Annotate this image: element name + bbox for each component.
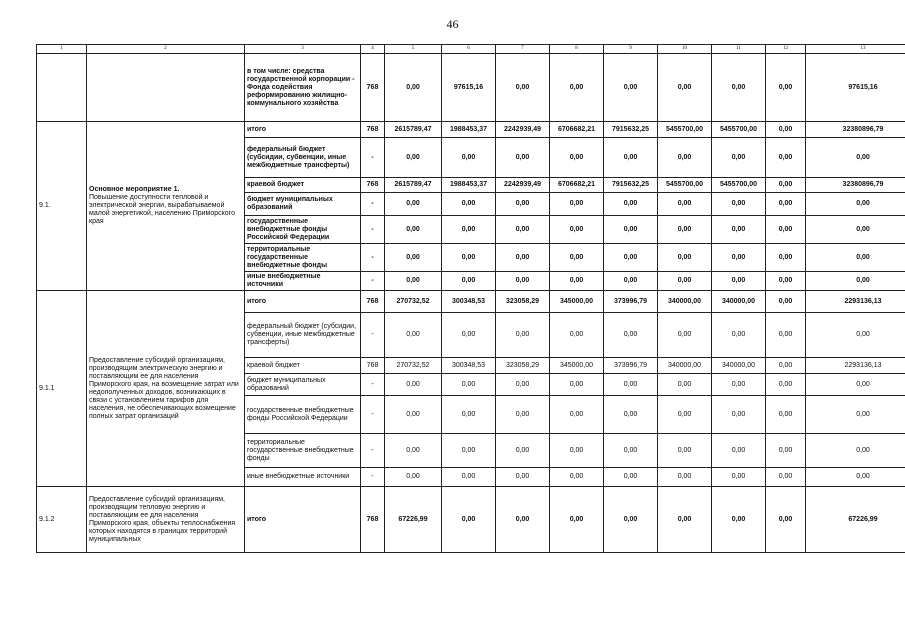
column-number-cell: 1	[37, 45, 87, 54]
column-number-cell: 11	[712, 45, 766, 54]
value-cell: 5455700,00	[658, 122, 712, 138]
value-cell: 0,00	[604, 138, 658, 178]
code-cell: -	[361, 216, 385, 244]
source-cell: территориальные государственные внебюджетные фонды	[245, 244, 361, 272]
code-cell: -	[361, 244, 385, 272]
code-cell: 768	[361, 178, 385, 193]
value-cell: 0,00	[604, 193, 658, 216]
value-cell: 0,00	[658, 374, 712, 396]
value-cell: 0,00	[604, 272, 658, 291]
value-cell: 0,00	[385, 193, 442, 216]
column-number-cell: 13	[806, 45, 905, 54]
code-cell: -	[361, 313, 385, 358]
value-cell: 0,00	[806, 468, 905, 487]
value-cell: 345000,00	[550, 291, 604, 313]
value-cell: 0,00	[766, 193, 806, 216]
value-cell: 97615,16	[806, 54, 905, 122]
value-cell: 0,00	[442, 468, 496, 487]
value-cell: 0,00	[766, 396, 806, 434]
value-cell: 0,00	[766, 313, 806, 358]
value-cell: 0,00	[385, 313, 442, 358]
column-number-cell: 9	[604, 45, 658, 54]
value-cell: 340000,00	[712, 291, 766, 313]
table-row	[37, 122, 905, 138]
source-cell: территориальные государственные внебюджетные фонды	[245, 434, 361, 468]
value-cell: 0,00	[806, 244, 905, 272]
value-cell: 0,00	[496, 487, 550, 553]
value-cell: 0,00	[766, 54, 806, 122]
measure-name-cell	[87, 291, 245, 487]
code-cell: 768	[361, 358, 385, 374]
value-cell: 0,00	[766, 244, 806, 272]
table-row	[37, 291, 905, 313]
source-cell: итого	[245, 291, 361, 313]
value-cell: 0,00	[550, 468, 604, 487]
value-cell: 373996,79	[604, 358, 658, 374]
value-cell: 0,00	[712, 54, 766, 122]
value-cell: 2242939,49	[496, 178, 550, 193]
value-cell: 97615,16	[442, 54, 496, 122]
value-cell: 0,00	[442, 374, 496, 396]
value-cell: 0,00	[604, 396, 658, 434]
value-cell: 5455700,00	[712, 122, 766, 138]
value-cell: 0,00	[550, 138, 604, 178]
value-cell: 0,00	[442, 487, 496, 553]
column-number-cell: 7	[496, 45, 550, 54]
value-cell: 0,00	[604, 374, 658, 396]
value-cell: 5455700,00	[712, 178, 766, 193]
measure-description: Повышение доступности тепловой и электрической энергии, вырабатываемой малой энергетикой, населению Приморского края	[89, 194, 235, 225]
source-cell: иные внебюджетные источники	[245, 468, 361, 487]
value-cell: 7915632,25	[604, 178, 658, 193]
value-cell: 0,00	[712, 487, 766, 553]
value-cell: 0,00	[550, 487, 604, 553]
measure-description: Предоставление субсидий организациям, производящим электрическую энергию и поставляющим ее для населения Приморского края, на возмещение затрат или недополученных доходов, возникающих в связи с установлением тарифов для населения, не обеспечивающих возмещение полных затрат организаций	[89, 356, 239, 420]
value-cell: 0,00	[442, 396, 496, 434]
table-row	[37, 487, 905, 553]
value-cell: 0,00	[496, 54, 550, 122]
value-cell: 2615789,47	[385, 122, 442, 138]
value-cell: 67226,99	[385, 487, 442, 553]
value-cell: 0,00	[658, 396, 712, 434]
column-number-cell: 3	[245, 45, 361, 54]
value-cell: 0,00	[550, 244, 604, 272]
value-cell: 0,00	[385, 272, 442, 291]
value-cell: 0,00	[712, 244, 766, 272]
value-cell: 0,00	[766, 122, 806, 138]
code-cell: -	[361, 396, 385, 434]
value-cell: 0,00	[550, 193, 604, 216]
value-cell: 1988453,37	[442, 178, 496, 193]
value-cell: 373996,79	[604, 291, 658, 313]
value-cell: 0,00	[712, 313, 766, 358]
value-cell: 0,00	[658, 193, 712, 216]
value-cell: 300348,53	[442, 358, 496, 374]
value-cell: 0,00	[766, 272, 806, 291]
column-number-cell: 8	[550, 45, 604, 54]
measure-id-cell: 9.1.	[37, 122, 87, 291]
value-cell: 270732,52	[385, 291, 442, 313]
value-cell: 0,00	[712, 374, 766, 396]
value-cell: 0,00	[766, 434, 806, 468]
source-cell: государственные внебюджетные фонды Российской Федерации	[245, 216, 361, 244]
value-cell: 0,00	[766, 468, 806, 487]
value-cell: 0,00	[496, 272, 550, 291]
value-cell: 0,00	[604, 216, 658, 244]
source-cell: краевой бюджет	[245, 358, 361, 374]
value-cell: 0,00	[385, 468, 442, 487]
value-cell: 0,00	[658, 434, 712, 468]
code-cell: 768	[361, 487, 385, 553]
value-cell: 0,00	[550, 374, 604, 396]
value-cell: 0,00	[550, 272, 604, 291]
code-cell: -	[361, 434, 385, 468]
value-cell: 0,00	[550, 313, 604, 358]
code-cell: -	[361, 468, 385, 487]
value-cell: 0,00	[385, 396, 442, 434]
empty-name-cell	[87, 54, 245, 122]
value-cell: 0,00	[712, 434, 766, 468]
value-cell: 0,00	[385, 434, 442, 468]
value-cell: 345000,00	[550, 358, 604, 374]
value-cell: 0,00	[806, 396, 905, 434]
empty-id-cell	[37, 54, 87, 122]
value-cell: 0,00	[658, 468, 712, 487]
value-cell: 0,00	[604, 244, 658, 272]
value-cell: 0,00	[658, 244, 712, 272]
value-cell: 0,00	[550, 54, 604, 122]
value-cell: 0,00	[385, 374, 442, 396]
column-number-cell: 12	[766, 45, 806, 54]
value-cell: 0,00	[658, 216, 712, 244]
value-cell: 0,00	[442, 193, 496, 216]
source-cell: итого	[245, 122, 361, 138]
code-cell: -	[361, 272, 385, 291]
value-cell: 0,00	[442, 313, 496, 358]
value-cell: 0,00	[658, 54, 712, 122]
source-cell: федеральный бюджет (субсидии, субвенции, иные межбюджетные трансферты)	[245, 138, 361, 178]
column-number-cell: 5	[385, 45, 442, 54]
value-cell: 0,00	[712, 468, 766, 487]
value-cell: 2293136,13	[806, 358, 905, 374]
value-cell: 0,00	[442, 216, 496, 244]
value-cell: 0,00	[766, 291, 806, 313]
value-cell: 0,00	[806, 374, 905, 396]
value-cell: 0,00	[385, 138, 442, 178]
value-cell: 0,00	[658, 272, 712, 291]
value-cell: 0,00	[712, 396, 766, 434]
measure-name-cell	[87, 487, 245, 553]
source-cell: краевой бюджет	[245, 178, 361, 193]
value-cell: 0,00	[658, 313, 712, 358]
value-cell: 0,00	[442, 434, 496, 468]
value-cell: 0,00	[604, 54, 658, 122]
value-cell: 300348,53	[442, 291, 496, 313]
value-cell: 0,00	[712, 138, 766, 178]
value-cell: 0,00	[766, 138, 806, 178]
value-cell: 1988453,37	[442, 122, 496, 138]
code-cell: -	[361, 138, 385, 178]
value-cell: 6706682,21	[550, 178, 604, 193]
value-cell: 0,00	[658, 487, 712, 553]
value-cell: 5455700,00	[658, 178, 712, 193]
continuation-row	[37, 54, 905, 122]
value-cell: 340000,00	[712, 358, 766, 374]
value-cell: 0,00	[766, 216, 806, 244]
code-cell: 768	[361, 122, 385, 138]
table-body	[37, 45, 905, 553]
value-cell: 0,00	[766, 487, 806, 553]
column-number-cell: 4	[361, 45, 385, 54]
value-cell: 0,00	[604, 313, 658, 358]
value-cell: 0,00	[442, 272, 496, 291]
column-number-cell: 6	[442, 45, 496, 54]
code-cell: 768	[361, 291, 385, 313]
value-cell: 0,00	[385, 216, 442, 244]
value-cell: 2293136,13	[806, 291, 905, 313]
value-cell: 340000,00	[658, 291, 712, 313]
value-cell: 67226,99	[806, 487, 905, 553]
value-cell: 0,00	[806, 434, 905, 468]
column-number-row	[37, 45, 905, 54]
value-cell: 0,00	[712, 193, 766, 216]
value-cell: 0,00	[806, 138, 905, 178]
value-cell: 340000,00	[658, 358, 712, 374]
value-cell: 323058,29	[496, 291, 550, 313]
value-cell: 0,00	[496, 468, 550, 487]
measure-name-cell	[87, 122, 245, 291]
value-cell: 6706682,21	[550, 122, 604, 138]
source-cell: в том числе: средства государственной корпорации - Фонда содействия реформированию жилищно-коммунального хозяйства	[245, 54, 361, 122]
value-cell: 0,00	[385, 54, 442, 122]
value-cell: 0,00	[496, 396, 550, 434]
value-cell: 0,00	[604, 468, 658, 487]
value-cell: 0,00	[806, 272, 905, 291]
value-cell: 0,00	[766, 178, 806, 193]
measure-id-cell: 9.1.2	[37, 487, 87, 553]
code-cell: 768	[361, 54, 385, 122]
value-cell: 0,00	[496, 244, 550, 272]
value-cell: 0,00	[766, 374, 806, 396]
source-cell: итого	[245, 487, 361, 553]
value-cell: 2615789,47	[385, 178, 442, 193]
value-cell: 0,00	[550, 216, 604, 244]
value-cell: 0,00	[806, 216, 905, 244]
value-cell: 0,00	[550, 434, 604, 468]
source-cell: федеральный бюджет (субсидии, субвенции, иные межбюджетные трансферты)	[245, 313, 361, 358]
value-cell: 7915632,25	[604, 122, 658, 138]
source-cell: иные внебюджетные источники	[245, 272, 361, 291]
code-cell: -	[361, 193, 385, 216]
value-cell: 0,00	[550, 396, 604, 434]
column-number-cell: 10	[658, 45, 712, 54]
value-cell: 0,00	[712, 216, 766, 244]
measure-description: Предоставление субсидий организациям, производящим тепловую энергию и поставляющим ее для населения Приморского края, объекты теплоснабжения которых находятся в границах территорий муниципальных	[89, 495, 236, 543]
value-cell: 0,00	[806, 313, 905, 358]
measure-id-cell: 9.1.1	[37, 291, 87, 487]
value-cell: 0,00	[496, 193, 550, 216]
value-cell: 0,00	[604, 487, 658, 553]
source-cell: государственные внебюджетные фонды Российской Федерации	[245, 396, 361, 434]
value-cell: 270732,52	[385, 358, 442, 374]
value-cell: 32380896,79	[806, 122, 905, 138]
value-cell: 32380896,79	[806, 178, 905, 193]
value-cell: 0,00	[442, 244, 496, 272]
measure-title: Основное мероприятие 1.	[89, 186, 180, 193]
value-cell: 0,00	[604, 434, 658, 468]
value-cell: 0,00	[385, 244, 442, 272]
value-cell: 0,00	[496, 138, 550, 178]
value-cell: 0,00	[496, 374, 550, 396]
value-cell: 0,00	[806, 193, 905, 216]
source-cell: бюджет муниципальных образований	[245, 193, 361, 216]
value-cell: 0,00	[496, 216, 550, 244]
source-cell: бюджет муниципальных образований	[245, 374, 361, 396]
column-number-cell: 2	[87, 45, 245, 54]
value-cell: 0,00	[658, 138, 712, 178]
value-cell: 323058,29	[496, 358, 550, 374]
value-cell: 0,00	[496, 313, 550, 358]
code-cell: -	[361, 374, 385, 396]
value-cell: 0,00	[442, 138, 496, 178]
value-cell: 0,00	[766, 358, 806, 374]
page-number: 46	[446, 17, 459, 31]
value-cell: 2242939,49	[496, 122, 550, 138]
budget-table	[36, 44, 905, 553]
value-cell: 0,00	[496, 434, 550, 468]
value-cell: 0,00	[712, 272, 766, 291]
